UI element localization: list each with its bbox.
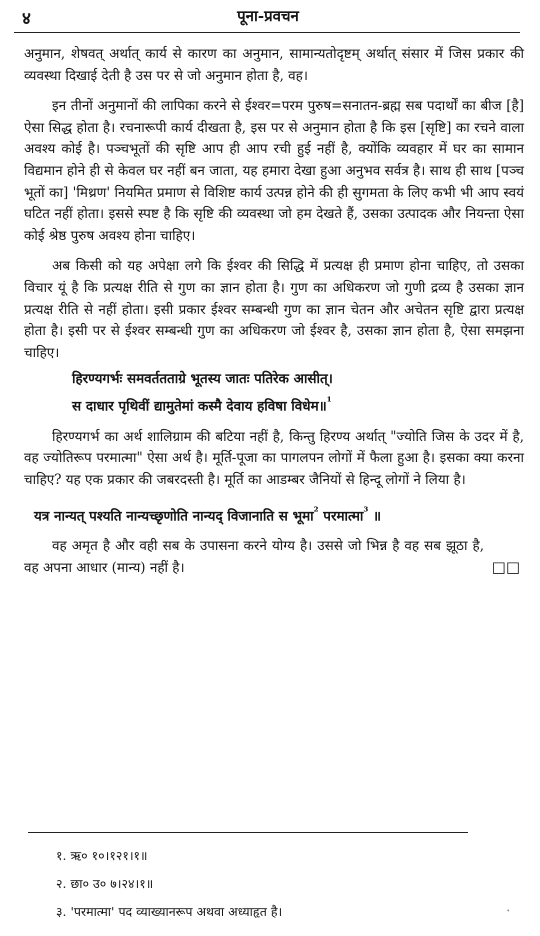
closing-paragraph	[24, 536, 524, 579]
paragraph: अब किसी को यह अपेक्षा लगे कि ईश्वर की सिद्धि में प्रत्यक्ष ही प्रमाण होना चाहिए, तो उसका विचार यूं है कि प्रत्यक्ष रीति से गुण का ज्ञान होता है। गुण का अधिकरण जो गुणी द्रव्य है उसका ज्ञान प्रत्यक्ष रीति से नहीं होता। इसी प्रकार ईश्वर सम्बन्धी गुण का ज्ञान चेतन और अचेतन सृष्टि द्वारा प्रत्यक्ष होता है। इसी पर से ईश्वर सम्बन्धी गुण का अधिकरण जो ईश्वर है, उसका ज्ञान होता है, ऐसा समझना चाहिए।	[24, 258, 524, 361]
header-rule	[14, 32, 520, 33]
quotation-text-2: परमात्मा	[323, 508, 364, 525]
page-number: ४	[22, 9, 31, 29]
footnote-ref: ³	[363, 503, 369, 518]
paragraph: हिरण्यगर्भ का अर्थ शालिग्राम की बटिया नहीं है, किन्तु हिरण्य अर्थात् "ज्योति जिस के उदर में है, वह ज्योतिरूप परमात्मा" ऐसा अर्थ है। मूर्ति-पूजा का पागलपन लोगों में फैला हुआ है। इसका क्या करना चाहिए? यह एक प्रकार की जबरदस्ती है। मूर्ति का आडम्बर जैनियों से हिन्दू लोगों ने लिया है।	[24, 428, 524, 488]
body-text	[24, 44, 524, 579]
paragraph: इन तीनों अनुमानों की लापिका करने से ईश्वर=परम पुरुष=सनातन-ब्रह्म सब पदार्थों का बीज [है] ऐसा सिद्ध होता है। रचनारूपी कार्य दीखता है, इस पर से अनुमान होता है कि इस [सृष्टि] का रचने वाला अवश्य कोई है। पञ्चभूतों की सृष्टि आप ही आप रची हुई नहीं है, क्योंकि व्यवहार में घर का सामान विद्यमान होने ही से केवल घर नहीं बन जाता, यह हमारा देखा हुआ अनुभव सर्वत्र है। साथ ही साथ [पञ्च भूतों का] 'मिथ्रण' नियमित प्रमाण से विशिष्ट कार्य उत्पन्न होने की ही सुगमता के लिए कभी भी आप स्वयं घटित नहीं होता। इससे स्पष्ट है कि सृष्टि की व्यवस्था जो हम देखते हैं, उसका उत्पादक और नियन्ता ऐसा कोई श्रेष्ठ पुरुष अवश्य होना चाहिए।	[24, 98, 524, 244]
footnote: २. छा० उ० ७।२४।१॥	[56, 876, 154, 891]
verse-line: स दाधार पृथिवीं द्यामुतेमां कस्मै देवाय हविषा विधेम॥	[72, 398, 327, 415]
running-title: पूना-प्रवचन	[237, 7, 299, 25]
quotation-end: ॥	[373, 508, 382, 525]
page-header	[14, 4, 522, 30]
verse-block	[24, 368, 524, 418]
footnote-rule	[28, 832, 468, 833]
verse-line-2	[72, 390, 524, 418]
paragraph: वह अमृत है और वही सब के उपासना करने योग्य है। उससे जो भिन्न है वह सब झूठा है, वह अपना आधार (मान्य) नहीं है।	[24, 538, 484, 576]
end-marks: □□	[491, 558, 520, 577]
quotation-text: यत्र नान्यत् पश्यति नान्यच्छृणोति नान्यद् विजानाति स भूमा	[34, 508, 314, 525]
scan-speck: •	[506, 908, 510, 915]
footnotes	[56, 842, 520, 926]
footnote: ३. 'परमात्मा' पद व्याख्यानरूप अथवा अध्याहृत है।	[56, 904, 283, 919]
footnote-ref: ¹	[326, 394, 332, 409]
footnote: १. ऋ० १०।१२१।१॥	[56, 848, 148, 863]
verse-line: हिरण्यगर्भः समवर्ततताग्रे भूतस्य जातः पतिरेक आसीत्।	[72, 371, 333, 388]
footnote-ref: ²	[313, 503, 319, 518]
paragraph: अनुमान, शेषवत् अर्थात् कार्य से कारण का अनुमान, सामान्यतोदृष्टम् अर्थात् संसार में जिस प्रकार की व्यवस्था दिखाई देती है उस पर से जो अनुमान होता है, वह।	[24, 46, 524, 84]
quotation	[24, 500, 524, 528]
